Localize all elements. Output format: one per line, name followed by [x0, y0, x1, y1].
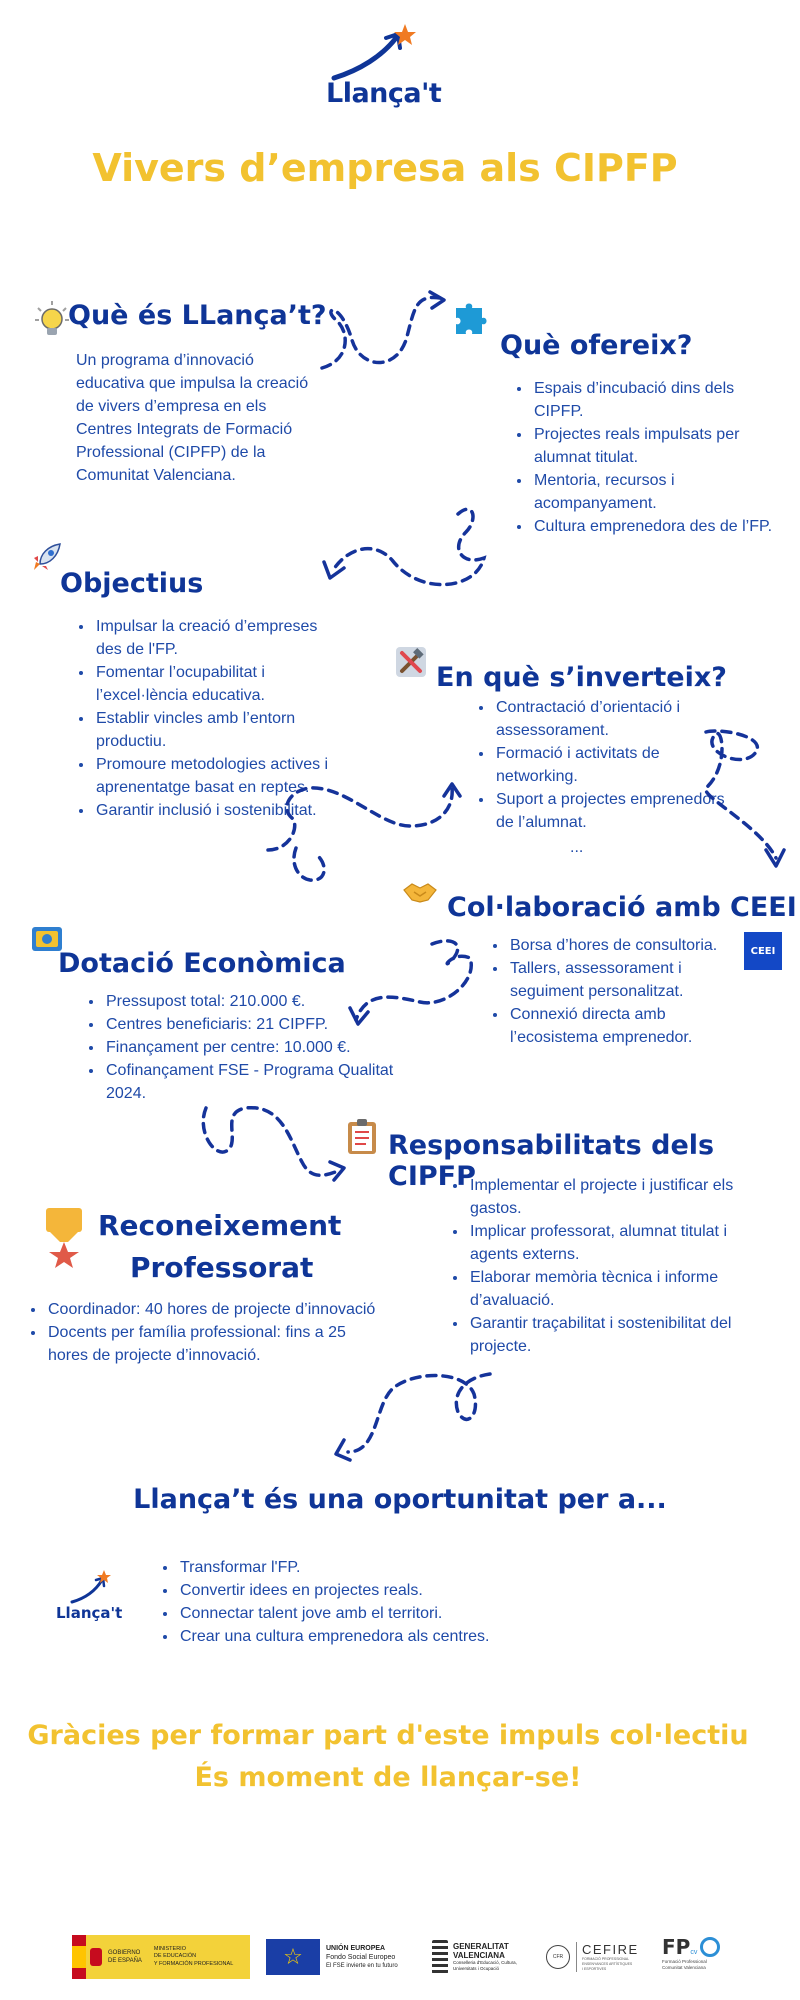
- puzzle-icon: [450, 300, 490, 340]
- gva-text-3: Conselleria d'Educació, Cultura,: [453, 1960, 517, 1965]
- fp-sub-text: cv: [690, 1949, 698, 1956]
- reconeixement-heading-2: Professorat: [130, 1251, 314, 1284]
- eu-text-2: Fondo Social Europeo: [326, 1953, 396, 1961]
- reconeixement-heading-1: Reconeixement: [98, 1209, 342, 1242]
- responsabilitats-list: [448, 1174, 768, 1358]
- list-item: • Tallers, assessorament i seguiment personalitzat.: [508, 957, 758, 1003]
- tools-icon: [394, 645, 428, 679]
- inverteix-heading: En què s’inverteix?: [436, 662, 727, 693]
- ceei-heading: Col·laboració amb CEEI: [447, 892, 797, 923]
- que-es-text: Un programa d’innovació educativa que impulsa la creació de vivers d’empresa en els Centres Integrats de Formació Professional (CIPFP) de la Comunitat Valenciana.: [76, 352, 309, 484]
- list-item: • Cultura emprenedora des de l’FP.: [532, 515, 777, 538]
- cefire-logo: [546, 1935, 646, 1979]
- list-item: • Garantir inclusió i sostenibilitat.: [94, 799, 344, 822]
- ministerio-text-3: Y FORMACIÓN PROFESIONAL: [153, 1960, 234, 1967]
- small-brand-logo: [54, 1570, 124, 1626]
- que-es-heading: Què és LLança’t?: [68, 300, 327, 331]
- cefire-text: CEFIRE: [582, 1942, 639, 1957]
- list-item: • Docents per família professional: fins a 25 hores de projecte d’innovació.: [46, 1321, 376, 1367]
- lightbulb-icon: [34, 300, 70, 340]
- list-item: • Mentoria, recursos i acompanyament.: [532, 469, 777, 515]
- rocket-arrow-icon: [54, 1570, 124, 1606]
- reconeixement-list: [26, 1298, 376, 1367]
- list-item: • Fomentar l’ocupabilitat i l’excel·lència educativa.: [94, 661, 344, 707]
- spain-flag-icon: [72, 1935, 86, 1979]
- dotacio-heading: Dotació Econòmica: [58, 948, 346, 979]
- eu-text-1: UNIÓN EUROPEA: [326, 1944, 386, 1952]
- coat-of-arms-icon: [90, 1948, 102, 1966]
- list-item: • Implementar el projecte i justificar els gastos.: [468, 1174, 768, 1220]
- list-item: • Connectar talent jove amb el territori.: [178, 1602, 598, 1625]
- oportunitat-list: [158, 1556, 598, 1648]
- ministerio-text-2: DE EDUCACIÓN: [153, 1953, 197, 1960]
- rocket-arrow-icon: [320, 22, 430, 82]
- brand-name: Llança't: [56, 1604, 123, 1622]
- eu-flag-icon: ☆: [266, 1939, 320, 1975]
- medal-icon: [44, 1206, 84, 1268]
- list-item: • Borsa d’hores de consultoria.: [508, 934, 758, 957]
- gobierno-text-2: DE ESPAÑA: [108, 1958, 142, 1964]
- gobierno-text-1: GOBIERNO: [108, 1950, 141, 1956]
- eu-text-3: El FSE invierte en tu futuro: [326, 1962, 398, 1969]
- list-item: • Establir vincles amb l’entorn productiu.: [94, 707, 344, 753]
- gva-text-2: VALENCIANA: [453, 1951, 505, 1960]
- que-ofereix-list: [512, 377, 777, 538]
- page-title: Vivers d’empresa als CIPFP: [92, 146, 678, 190]
- ministerio-text-1: MINISTERIO: [153, 1945, 186, 1952]
- fp-caption-2: Comunitat Valenciana: [662, 1965, 706, 1970]
- eu-fse-logo: [266, 1935, 416, 1979]
- inverteix-ellipsis: ...: [570, 839, 584, 856]
- que-ofereix-heading: Què ofereix?: [500, 330, 693, 361]
- fp-caption-1: Formació Professional: [662, 1959, 707, 1964]
- objectius-list: [74, 615, 344, 822]
- gva-logo: [432, 1935, 532, 1979]
- inverteix-list: [474, 696, 744, 834]
- brand-logo: [320, 22, 442, 112]
- responsabilitats-heading: Responsabilitats dels CIPFP: [388, 1130, 715, 1193]
- gva-crest-icon: [432, 1940, 448, 1974]
- list-item: • Centres beneficiaris: 21 CIPFP.: [104, 1013, 394, 1036]
- list-item: • Convertir idees en projectes reals.: [178, 1579, 598, 1602]
- list-item: • Transformar l'FP.: [178, 1556, 598, 1579]
- closing-line-1: Gràcies per formar part d'este impuls col·lectiu: [27, 1720, 749, 1751]
- list-item: • Finançament per centre: 10.000 €.: [104, 1036, 394, 1059]
- brand-name: Llança't: [326, 78, 442, 109]
- list-item: • Elaborar memòria tècnica i informe d’avaluació.: [468, 1266, 768, 1312]
- list-item: • Crear una cultura emprenedora als centres.: [178, 1625, 598, 1648]
- gobierno-logo: [72, 1935, 250, 1979]
- list-item: • Promoure metodologies actives i aprenentatge basat en reptes.: [94, 753, 344, 799]
- list-item: • Implicar professorat, alumnat titulat i agents externs.: [468, 1220, 768, 1266]
- cefire-sub-2: ENSENYANCES ARTÍSTIQUES: [582, 1962, 633, 1966]
- cefire-badge-text: CFR: [552, 1954, 564, 1960]
- list-item: • Contractació d’orientació i assessorament.: [494, 696, 744, 742]
- fp-ring-icon: [700, 1937, 720, 1957]
- list-item: • Garantir traçabilitat i sostenibilitat del projecte.: [468, 1312, 768, 1358]
- list-item: • Connexió directa amb l’ecosistema emprenedor.: [508, 1003, 758, 1049]
- closing-line-2: És moment de llançar-se!: [194, 1762, 582, 1793]
- list-item: • Impulsar la creació d’empreses des de l'FP.: [94, 615, 344, 661]
- list-item: • Cofinançament FSE - Programa Qualitat 2024.: [104, 1059, 394, 1105]
- objectius-heading: Objectius: [60, 568, 204, 599]
- rocket-icon: [30, 540, 64, 574]
- fp-cv-logo: [662, 1935, 732, 1979]
- handshake-icon: [402, 880, 438, 906]
- list-item: • Suport a projectes emprenedors de l’alumnat.: [494, 788, 744, 834]
- list-item: • Projectes reals impulsats per alumnat titulat.: [532, 423, 777, 469]
- list-item: • Coordinador: 40 hores de projecte d’innovació: [46, 1298, 376, 1321]
- cefire-sub-3: I ESPORTIVES: [582, 1967, 607, 1971]
- list-item: • Formació i activitats de networking.: [494, 742, 744, 788]
- oportunitat-heading: Llança’t és una oportunitat per a...: [133, 1484, 667, 1515]
- list-item: • Pressupost total: 210.000 €.: [104, 990, 394, 1013]
- ceei-list: [488, 934, 758, 1049]
- cefire-badge: [546, 1945, 570, 1969]
- dotacio-list: [84, 990, 394, 1105]
- fp-text: FP: [662, 1935, 691, 1959]
- cefire-sub-1: FORMACIÓ PROFESSIONAL: [582, 1957, 630, 1961]
- gva-text-1: GENERALITAT: [453, 1942, 509, 1951]
- gva-text-4: Universitats i Ocupació: [453, 1966, 500, 1971]
- list-item: • Espais d’incubació dins dels CIPFP.: [532, 377, 777, 423]
- clipboard-icon: [346, 1118, 378, 1156]
- ceei-logo-text: CEEI: [750, 945, 776, 957]
